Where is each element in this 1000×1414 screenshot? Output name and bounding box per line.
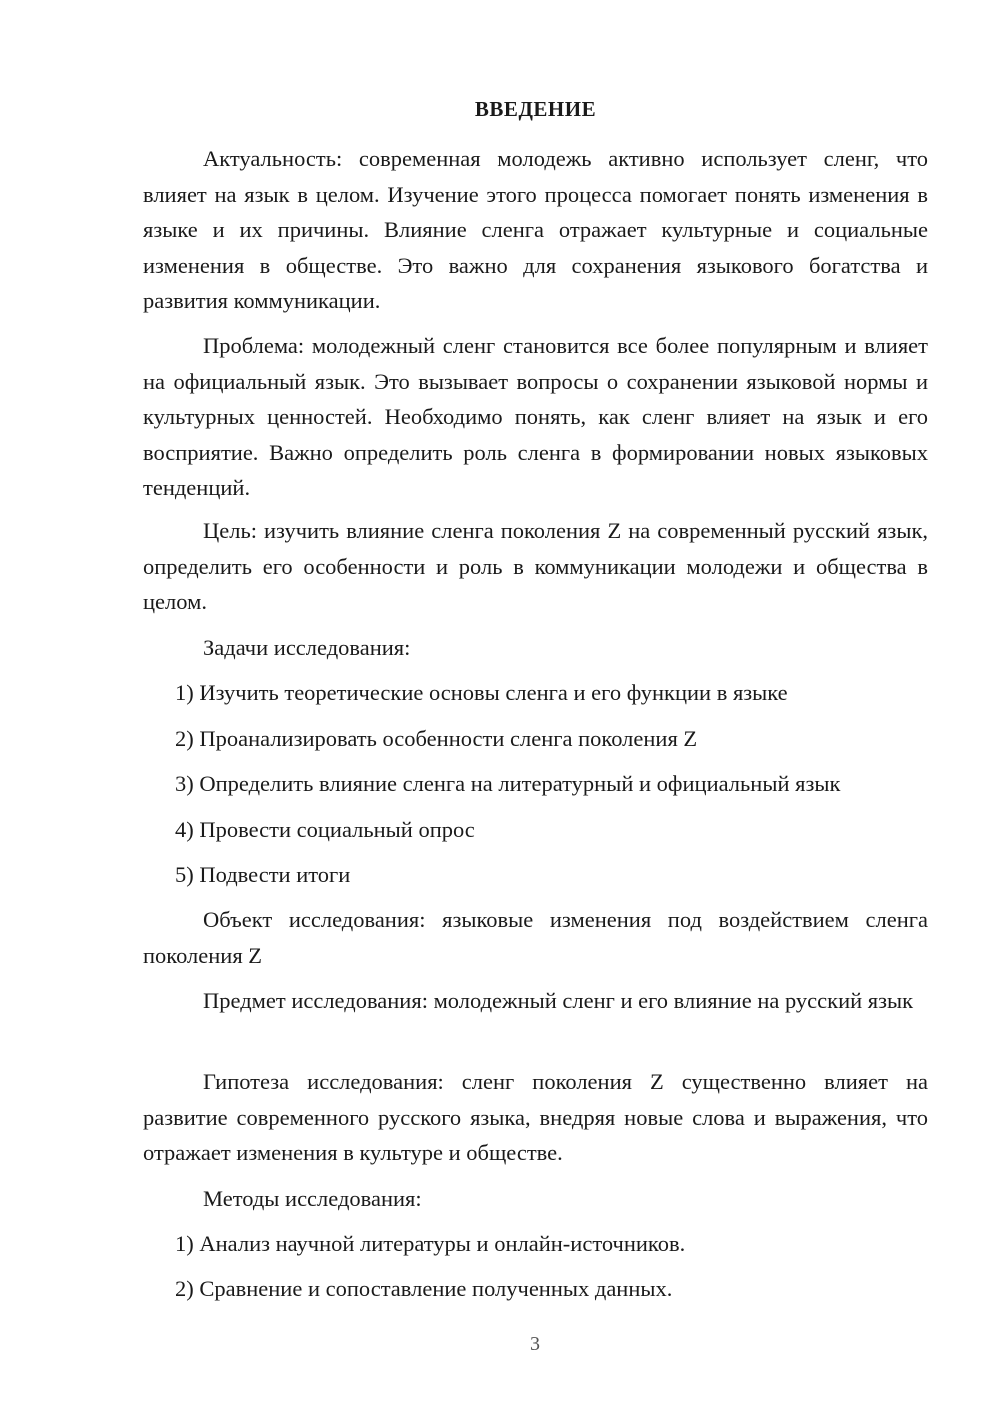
hypothesis-paragraph: Гипотеза исследования: сленг поколения Z существенно влияет на развитие современного русского языка, внедряя новые слова и выражения, что отражает изменения в культуре и обществе. (143, 1069, 928, 1165)
subject-paragraph: Предмет исследования: молодежный сленг и его влияние на русский язык (203, 988, 914, 1013)
problem-paragraph: Проблема: молодежный сленг становится все более популярным и влияет на официальный язык. Это вызывает вопросы о сохранении языковой нормы и культурных ценностей. Необходимо понять, как сленг влияет на язык и его восприятие. Важно определить роль сленга в формировании новых языковых тенденций. (143, 333, 928, 500)
tasks-heading: Задачи исследования: (203, 635, 411, 660)
task-item-3: 3) Определить влияние сленга на литературный и официальный язык (175, 771, 841, 796)
object-paragraph: Объект исследования: языковые изменения под воздействием сленга поколения Z (143, 907, 928, 968)
task-item-5: 5) Подвести итоги (175, 862, 351, 887)
page-number: 3 (530, 1333, 540, 1355)
section-title: ВВЕДЕНИЕ (474, 97, 597, 121)
relevance-paragraph: Актуальность: современная молодежь активно использует сленг, что влияет на язык в целом. Изучение этого процесса помогает понять изменения в языке и их причины. Влияние сленга отражает культурные и социальные изменения в обществе. Это важно для сохранения языкового богатства и развития коммуникации. (143, 146, 928, 313)
task-item-1: 1) Изучить теоретические основы сленга и его функции в языке (175, 680, 788, 705)
methods-heading: Методы исследования: (203, 1186, 422, 1211)
goal-paragraph: Цель: изучить влияние сленга поколения Z на современный русский язык, определить его особенности и роль в коммуникации молодежи и общества в целом. (143, 518, 928, 614)
method-item-2: 2) Сравнение и сопоставление полученных данных. (175, 1276, 673, 1301)
task-item-4: 4) Провести социальный опрос (175, 817, 475, 842)
task-item-2: 2) Проанализировать особенности сленга поколения Z (175, 726, 698, 751)
method-item-1: 1) Анализ научной литературы и онлайн-источников. (175, 1231, 686, 1256)
